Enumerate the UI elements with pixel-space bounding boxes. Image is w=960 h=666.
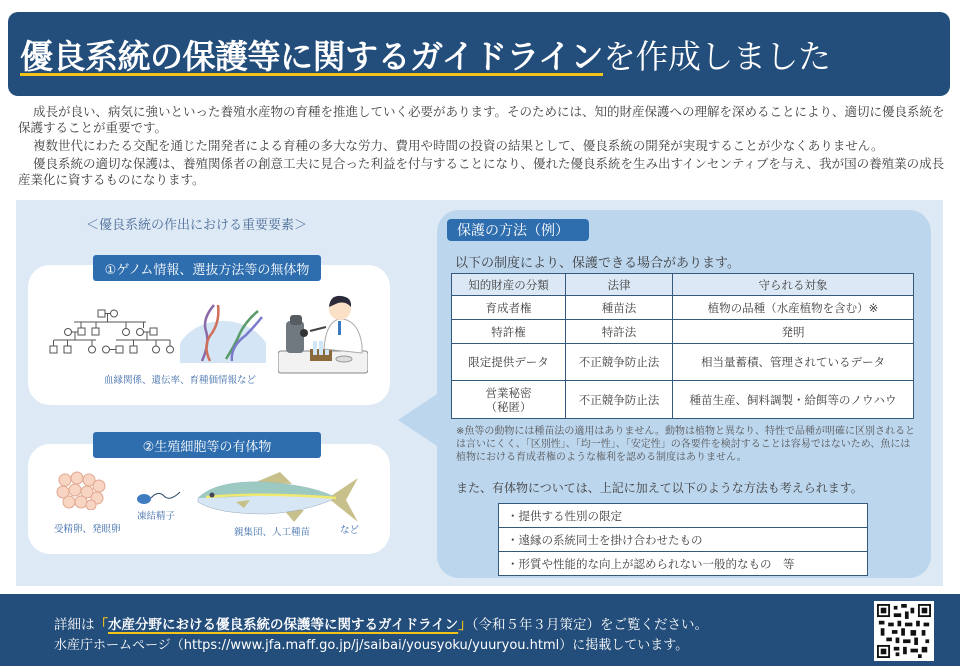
header-protected-subject: 守られる対象 <box>673 274 914 296</box>
close-bracket: 」 <box>458 617 472 633</box>
cell-category: 限定提供データ <box>452 344 566 381</box>
table-row <box>452 381 914 419</box>
title-suffix: を作成しました <box>603 36 831 76</box>
cell-category: 特許権 <box>452 320 566 344</box>
method-item: ・遠縁の系統同士を掛け合わせたもの <box>499 528 868 552</box>
cell-category <box>452 381 566 419</box>
genome-caption: 血縁関係、遺伝率、育種価情報など <box>104 375 257 386</box>
open-bracket: 「 <box>94 617 108 633</box>
cell-category: 育成者権 <box>452 296 566 320</box>
cell-subject: 発明 <box>673 320 914 344</box>
footer-line-1 <box>54 613 708 633</box>
intro-paragraph-1: 成長が良い、病気に強いといった養殖水産物の育種を推進していく必要があります。そのためには、知的財産保護への理解を深めることにより、適切に優良系統を保護することが重要です。 <box>18 104 945 135</box>
title-banner <box>8 12 950 96</box>
footer-prefix: 詳細は <box>54 617 95 633</box>
footnote: ※魚等の動物には種苗法の適用はありません。動物は植物と異なり、特性で品種が明確に区別されるとは言いにくく、「区別性」、「均一性」、「安定性」の各要件を検討することは容易ではないため、魚には植物における育成者権のような権利を認める制度はありません。 <box>456 426 915 463</box>
qr-code-icon[interactable] <box>874 601 934 661</box>
cell-law: 種苗法 <box>566 296 673 320</box>
etc-caption: など <box>340 525 360 536</box>
methods-list <box>498 503 868 576</box>
dna-helix-icon <box>180 303 266 363</box>
intangible-label: ①ゲノム情報、選抜方法等の無体物 <box>93 255 321 281</box>
scientist-microscope-icon <box>278 293 368 375</box>
intro-text <box>18 104 948 190</box>
speech-bubble-tail <box>398 392 440 448</box>
sperm-caption: 凍結精子 <box>137 511 176 522</box>
ip-table <box>451 273 914 419</box>
cell-law: 特許法 <box>566 320 673 344</box>
table-header-row <box>452 274 914 296</box>
cell-subject: 植物の品種（水産植物を含む）※ <box>673 296 914 320</box>
cell-category-main: 営業秘密 <box>485 385 532 400</box>
eggs-caption: 受精卵、発眼卵 <box>54 524 121 535</box>
protection-label: 保護の方法（例） <box>447 219 589 241</box>
table-row <box>452 320 914 344</box>
intro-paragraph-3: 優良系統の適切な保護は、養殖関係者の創意工夫に見合った利益を付与することになり、優れた優良系統を生み出すインセンティブを与え、我が国の養殖業の成長産業化に資するものになります。 <box>18 156 945 187</box>
pedigree-chart-icon <box>48 308 176 358</box>
fish-eggs-icon <box>55 470 107 510</box>
cell-category-sub: （秘匿） <box>485 399 532 414</box>
fish-caption: 親集団、人工種苗 <box>234 527 311 538</box>
intro-paragraph-2: 複数世代にわたる交配を通じた開発者による育種の多大な労力、費用や時間の投資の結果として、優良系統の開発が実現することが少なくありません。 <box>33 138 884 153</box>
header-law: 法律 <box>566 274 673 296</box>
guideline-link[interactable]: 水産分野における優良系統の保護等に関するガイドライン <box>108 617 459 633</box>
tangible-label: ②生殖細胞等の有体物 <box>93 432 321 458</box>
header-ip-category: 知的財産の分類 <box>452 274 566 296</box>
footer-suffix: （令和５年３月策定）をご覧ください。 <box>471 617 708 633</box>
page-title <box>20 31 831 78</box>
table-row <box>452 296 914 320</box>
method-item: ・提供する性別の限定 <box>499 504 868 528</box>
yellowtail-fish-icon <box>196 470 358 530</box>
elements-heading: ＜優良系統の作出における重要要素＞ <box>86 218 308 233</box>
cell-law: 不正競争防止法 <box>566 381 673 419</box>
footer-line-2: 水産庁ホームページ（https://www.jfa.maff.go.jp/j/saibai/yousyoku/yuuryou.html）に掲載しています。 <box>54 638 689 653</box>
title-guideline-name: 優良系統の保護等に関するガイドライン <box>20 36 604 76</box>
cell-subject: 種苗生産、飼料調製・給餌等のノウハウ <box>673 381 914 419</box>
cell-subject: 相当量蓄積、管理されているデータ <box>673 344 914 381</box>
method-item: ・形質や性能的な向上が認められない一般的なもの 等 <box>499 552 868 576</box>
also-text: また、有体物については、上記に加えて以下のような方法も考えられます。 <box>456 481 863 495</box>
sperm-icon <box>136 488 184 506</box>
protection-intro: 以下の制度により、保護できる場合があります。 <box>455 256 740 271</box>
cell-law: 不正競争防止法 <box>566 344 673 381</box>
table-row <box>452 344 914 381</box>
